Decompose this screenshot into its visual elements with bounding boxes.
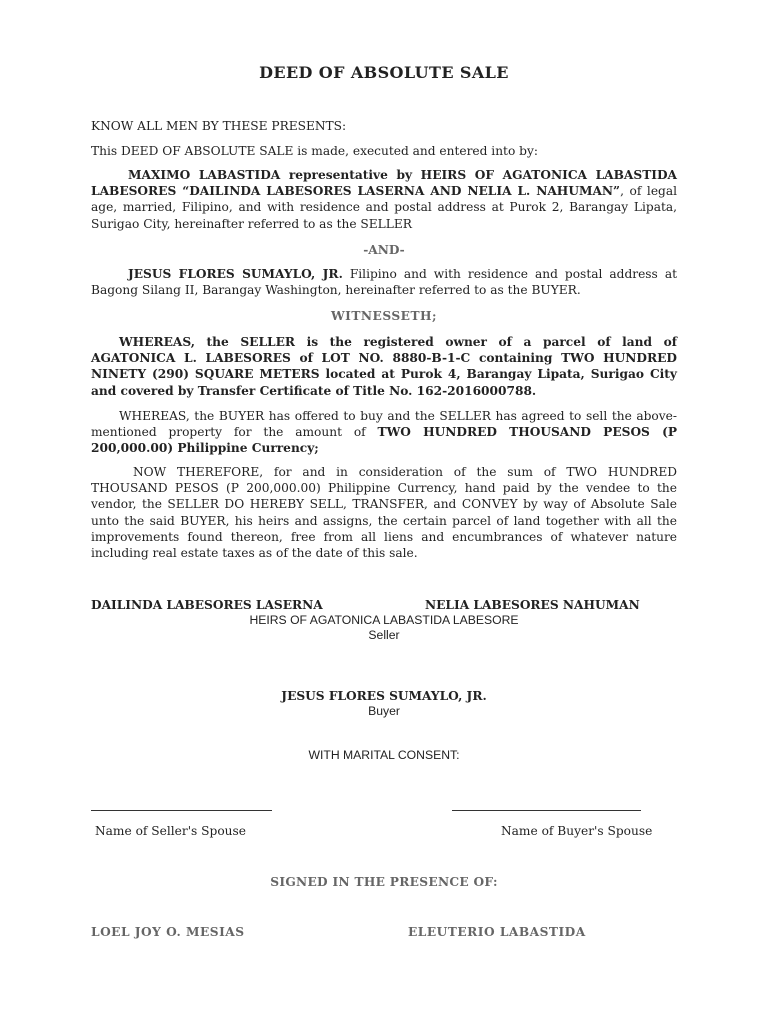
whereas-offer-text: WHEREAS, the BUYER has offered to buy and the SELLER has agreed to sell the above-mentioned property for the amount of: [91, 409, 677, 440]
buyer-signatory: JESUS FLORES SUMAYLO, JR.: [281, 689, 487, 703]
buyer-details: Filipino and with residence and postal address at Bagong Silang II, Barangay Washington, hereinafter referred to as the BUYER.: [91, 267, 677, 298]
signed-presence-heading: SIGNED IN THE PRESENCE OF:: [270, 875, 498, 889]
seller-paragraph: [91, 167, 677, 232]
witness-2-name: ELEUTERIO LABASTIDA: [408, 925, 586, 939]
made-by-line: This DEED OF ABSOLUTE SALE is made, executed and entered into by:: [91, 144, 538, 158]
document-title: DEED OF ABSOLUTE SALE: [259, 63, 509, 82]
buyer-spouse-signature-line: [452, 810, 641, 811]
seller-group-label: HEIRS OF AGATONICA LABASTIDA LABESORE: [249, 613, 519, 627]
buyer-spouse-label: Name of Buyer's Spouse: [501, 824, 653, 838]
seller-signatory-2: NELIA LABESORES NAHUMAN: [425, 598, 640, 612]
whereas-owner-paragraph: WHEREAS, the SELLER is the registered owner of a parcel of land of AGATONICA L. LABESORES of LOT NO. 8880-B-1-C containing TWO HUNDRED NINETY (290) SQUARE METERS located at Purok 4, Barangay Lipata, Surigao City and covered by Transfer Certificate of Title No. 162-2016000788.: [91, 335, 677, 398]
whereas-offer-amount: TWO HUNDRED THOUSAND PESOS (P 200,000.00) Philippine Currency;: [91, 425, 678, 456]
seller-spouse-label: Name of Seller's Spouse: [95, 824, 246, 838]
intro-line: KNOW ALL MEN BY THESE PRESENTS:: [91, 119, 347, 133]
seller-spouse-signature-line: [91, 810, 272, 811]
seller-signatory-1: DAILINDA LABESORES LASERNA: [91, 598, 323, 612]
witness-1-name: LOEL JOY O. MESIAS: [91, 925, 245, 939]
buyer-party: JESUS FLORES SUMAYLO, JR.: [128, 267, 343, 281]
buyer-role-label: Buyer: [368, 704, 400, 718]
seller-parties: MAXIMO LABASTIDA representative by HEIRS OF AGATONICA LABASTIDA LABESORES “DAILINDA LABESORES LASERNA AND NELIA L. NAHUMAN”: [91, 168, 677, 199]
whereas-offer-paragraph: [91, 408, 677, 457]
seller-details: , of legal age, married, Filipino, and with residence and postal address at Purok 2, Barangay Lipata, Surigao City, hereinafter referred to as the SELLER: [91, 184, 677, 231]
and-separator: -AND-: [363, 243, 405, 257]
seller-role-label: Seller: [368, 628, 400, 642]
now-therefore-paragraph: NOW THEREFORE, for and in consideration of the sum of TWO HUNDRED THOUSAND PESOS (P 200,000.00) Philippine Currency, hand paid by the vendee to the vendor, the SELLER DO HEREBY SELL, TRANSFER, and CONVEY by way of Absolute Sale unto the said BUYER, his heirs and assigns, the certain parcel of land together with all the improvements found thereon, free from all liens and encumbrances of whatever nature including real estate taxes as of the date of this sale.: [91, 465, 677, 561]
witnesseth-heading: WITNESSETH;: [330, 309, 438, 323]
marital-consent-label: WITH MARITAL CONSENT:: [308, 748, 460, 762]
buyer-paragraph: [91, 266, 677, 298]
